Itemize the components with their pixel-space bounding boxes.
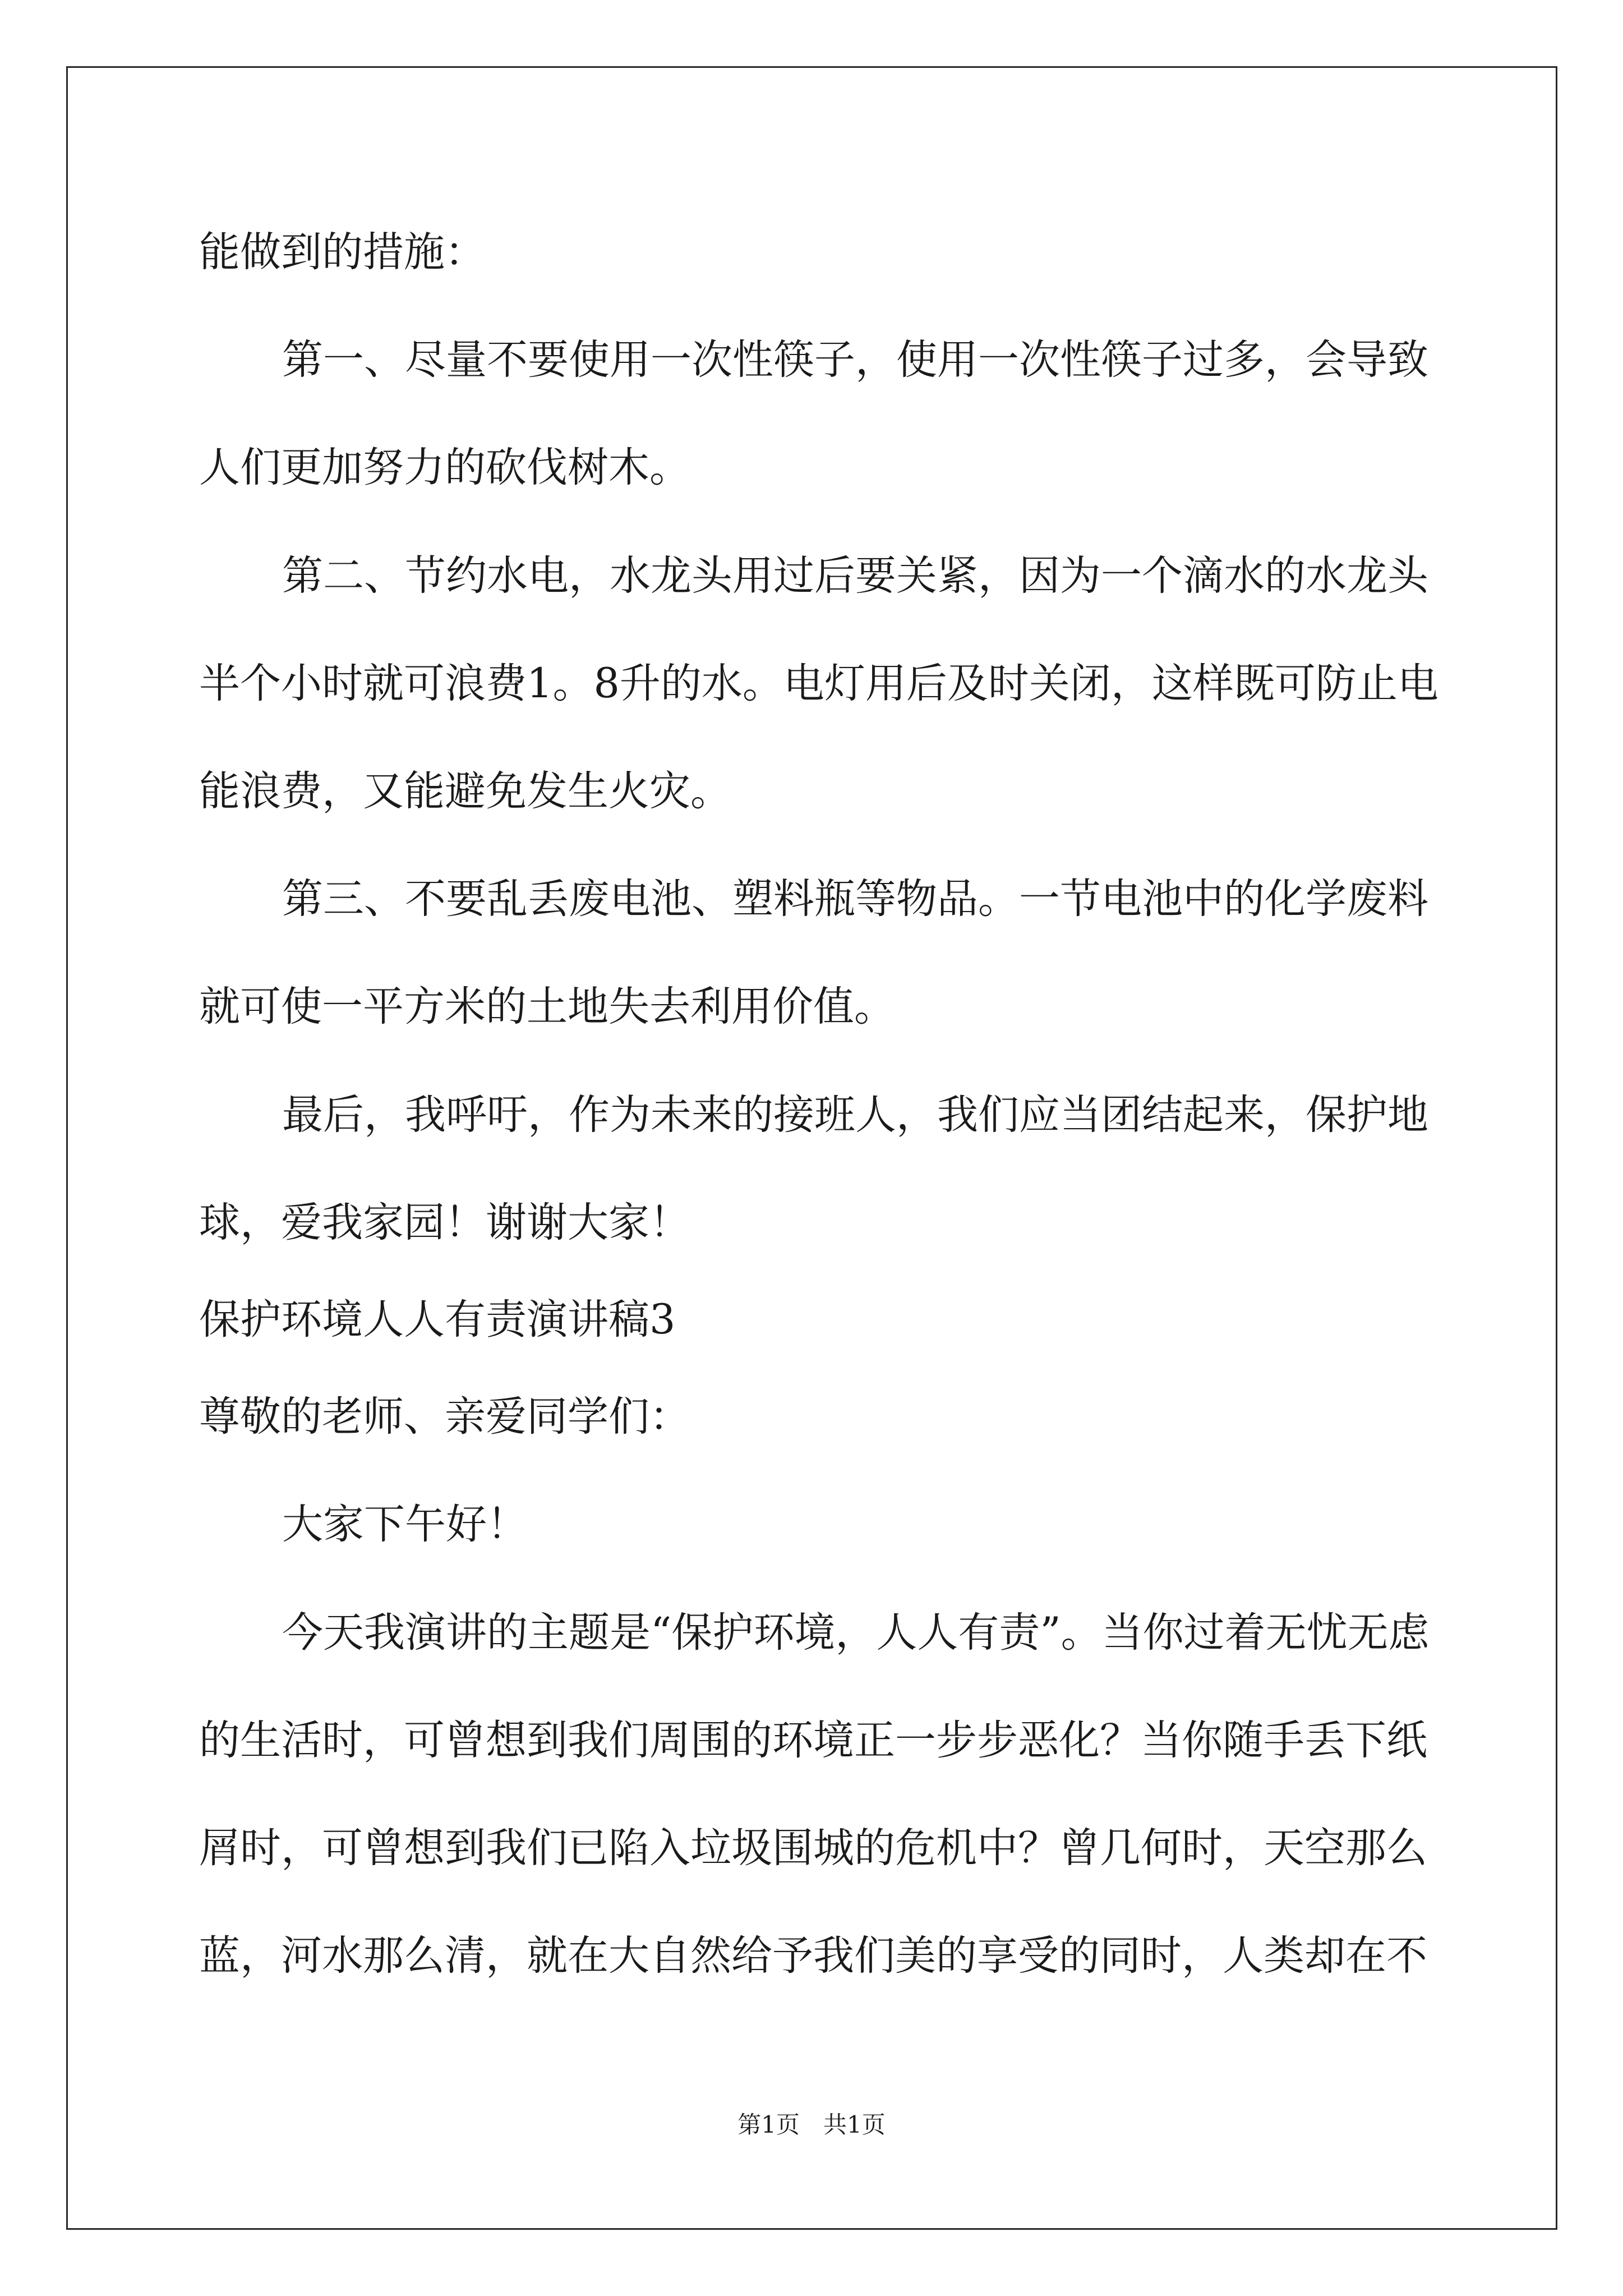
text-line: 半个小时就可浪费1。8升的水。电灯用后及时关闭，这样既可防止电 xyxy=(199,660,1438,707)
text-line: 的生活时，可曾想到我们周围的环境正一步步恶化？当你随手丢下纸 xyxy=(199,1717,1427,1764)
page-border xyxy=(66,66,1557,2230)
page-footer: 第1页 共1页 xyxy=(737,2111,886,2138)
text-line: 能做到的措施： xyxy=(199,228,486,276)
text-line: 今天我演讲的主题是“保护环境，人人有责”。当你过着无忧无虑 xyxy=(282,1609,1430,1657)
text-line: 蓝，河水那么清，就在大自然给予我们美的享受的同时，人类却在不 xyxy=(199,1932,1427,1980)
text-line: 就可使一平方米的土地失去利用价值。 xyxy=(199,983,895,1030)
text-line: 屑时，可曾想到我们已陷入垃圾围城的危机中？曾几何时，天空那么 xyxy=(199,1824,1427,1872)
text-line: 最后，我呼吁，作为未来的接班人，我们应当团结起来，保护地 xyxy=(282,1091,1428,1139)
text-line: 第一、尽量不要使用一次性筷子，使用一次性筷子过多，会导致 xyxy=(282,336,1428,384)
text-line: 能浪费，又能避免发生火灾。 xyxy=(199,767,731,815)
salutation: 尊敬的老师、亲爱同学们： xyxy=(199,1393,690,1441)
text-line: 人们更加努力的砍伐树木。 xyxy=(199,444,690,491)
text-line: 第三、不要乱丢废电池、塑料瓶等物品。一节电池中的化学废料 xyxy=(282,875,1428,923)
greeting: 大家下午好！ xyxy=(282,1501,528,1548)
text-line: 球，爱我家园！谢谢大家！ xyxy=(199,1199,690,1246)
section-title: 保护环境人人有责演讲稿3 xyxy=(199,1296,676,1343)
text-line: 第二、节约水电，水龙头用过后要关紧，因为一个滴水的水龙头 xyxy=(282,552,1428,600)
